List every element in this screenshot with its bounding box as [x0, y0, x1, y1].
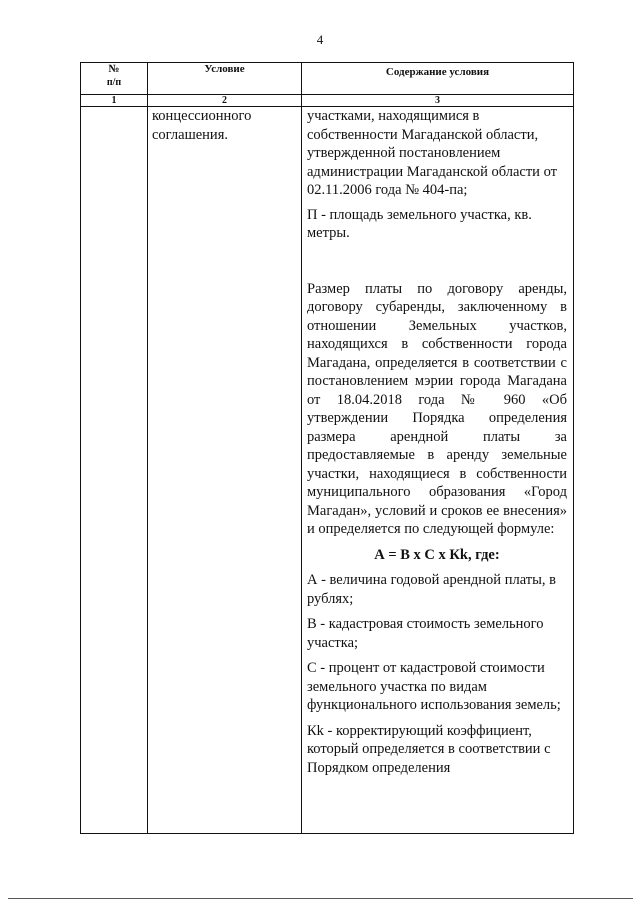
c-definition: С - процент от кадастровой стоимости земельного участка по видам функционального использования земель; [307, 660, 561, 713]
column-number: 2 [148, 95, 302, 107]
column-number: 1 [81, 95, 148, 107]
b-definition: В - кадастровая стоимость земельного участка; [307, 616, 544, 651]
conditions-table [80, 62, 574, 834]
content-cell [302, 107, 574, 834]
footer-divider [8, 898, 633, 899]
k-definition: Кk - корректирующий коэффициент, который определяется в соответствии с Порядком определения [307, 722, 551, 776]
condition-cell: концессионного соглашения. [148, 107, 302, 834]
column-number: 3 [302, 95, 574, 107]
a-definition: А - величина годовой арендной платы, в рублях; [307, 572, 556, 607]
table-row [81, 107, 574, 834]
header-condition: Условие [148, 63, 302, 95]
header-content: Содержание условия [302, 63, 574, 95]
p-definition: П - площадь земельного участка, кв. метры. [307, 206, 532, 241]
row-number-cell [81, 107, 148, 834]
column-numbers-row [81, 95, 574, 107]
page-number: 4 [316, 32, 324, 47]
table-header-row [81, 63, 574, 95]
intro-text: участками, находящимися в собственности Магаданской области, утвержденной постановлением администрации Магаданской области от 02.11.2006 года № 404-па; [307, 108, 557, 198]
formula: А = В х С х Кk, где: [374, 546, 500, 563]
rent-paragraph: Размер платы по договору аренды, договору субаренды, заключенному в отношении Земельных участков, находящихся в собственности города Магадана, определяется в соответствии с постановлением мэрии города Магадана от 18.04.2018 года № 960 «Об утверждении Порядка определения размера арендной платы за предоставляемые в аренду земельные участки, находящиеся в собственности муниципального образования «Город Магадан», условий и сроков ее внесения» и определяется по следующей формуле: [307, 280, 567, 537]
header-num: № п/п [81, 63, 148, 95]
